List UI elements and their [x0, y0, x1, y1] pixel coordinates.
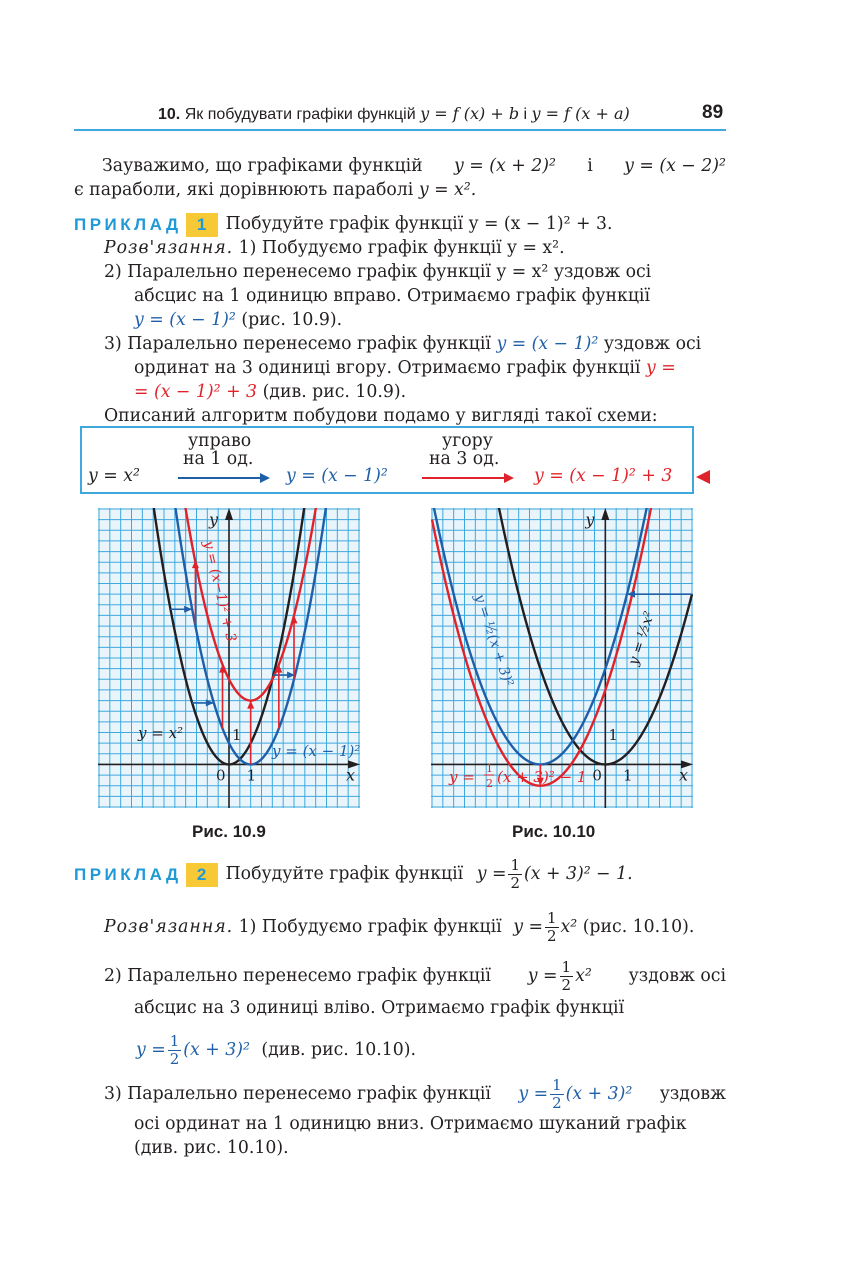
- ex2-step-3-line-3: (див. рис. 10.10).: [134, 1138, 289, 1158]
- section-number: 10.: [158, 106, 181, 123]
- ex2-step-1-formula-b: x²: [560, 917, 578, 937]
- origin-label: 0: [216, 766, 226, 785]
- ex2-step-3-tail: уздовж: [659, 1083, 726, 1104]
- frac-num: 1: [546, 909, 557, 927]
- label-red-curve: y = (x−1)² + 3: [200, 539, 239, 644]
- scheme-shift-2-top: угору: [442, 431, 493, 451]
- scheme-arrow-2: [422, 472, 514, 484]
- algorithm-text: Описаний алгоритм побудови подамо у вигляді такої схеми:: [104, 406, 658, 426]
- ex2-step-2-formula-2a: y =: [136, 1040, 166, 1060]
- solution-line-1: [104, 237, 565, 261]
- intro-text-1: Зауважимо, що графіками функцій: [102, 156, 423, 176]
- intro-line-1: [102, 155, 726, 179]
- tick-label-x: 1: [623, 766, 633, 785]
- ex2-step-3-line-1: [104, 1077, 726, 1112]
- frac-den: 2: [561, 976, 572, 994]
- ex2-step-2-line-2: абсцис на 3 одиниці вліво. Отримаємо графік функції: [134, 998, 625, 1018]
- pointer-triangle-icon: [696, 470, 712, 484]
- step-3-line-1: [104, 333, 701, 357]
- figure-10-9: [98, 508, 360, 808]
- label-blue-curve: y = ½(x + 3)²: [471, 592, 517, 689]
- label-blue-curve: y = (x − 1)²: [272, 742, 360, 760]
- step-3-tail: уздовж осі: [603, 334, 702, 354]
- step-3-line-3: [134, 381, 406, 405]
- ex2-step-2-line-3: [136, 1033, 416, 1068]
- ex2-step-2-formula-a: y =: [527, 966, 558, 986]
- step-3-text: 3) Паралельно перенесемо графік функції: [104, 334, 491, 354]
- scheme-arrow-1: [178, 472, 270, 484]
- ex2-step-2-line-1: [104, 959, 726, 994]
- step-2-line-3: [134, 309, 342, 333]
- step-2-line-1: 2) Паралельно перенесемо графік функції y = x² уздовж осі: [104, 262, 652, 282]
- step-3-line-2: [134, 357, 676, 381]
- ex2-step-2-text: 2) Паралельно перенесемо графік функції: [104, 965, 491, 986]
- tick-label-x: 1: [246, 766, 257, 785]
- ex2-step-3-text: 3) Паралельно перенесемо графік функції: [104, 1083, 491, 1104]
- example-1-heading: [74, 213, 613, 237]
- ex2-step-1-formula-a: y =: [513, 917, 543, 937]
- x-axis-label: x: [679, 765, 689, 785]
- example-2-task: [226, 857, 633, 892]
- ex2-step-2-tail: уздовж осі: [628, 965, 726, 986]
- intro-conj: і: [587, 156, 593, 176]
- example-2-label: ПРИКЛАД: [74, 864, 182, 884]
- scheme-shift-1-top: управо: [188, 431, 252, 451]
- label-black-curve: y = x²: [138, 724, 184, 742]
- example-2-task-formula-b: (x + 3)² − 1.: [524, 864, 633, 884]
- frac-den: 2: [552, 1094, 562, 1112]
- intro-formula-3: y = x².: [418, 180, 477, 200]
- ex2-step-2-ref: (див. рис. 10.10).: [261, 1040, 416, 1060]
- ex2-step-3-formula-a: y =: [518, 1084, 549, 1104]
- tick-label-y: 1: [608, 726, 618, 745]
- header-formula-2: y = f (x + a): [531, 104, 630, 123]
- scheme-end: y = (x − 1)² + 3: [534, 466, 673, 486]
- ex2-step-1-ref: (рис. 10.10).: [582, 917, 695, 937]
- step-3-formula-2a: y =: [645, 358, 676, 378]
- scheme-mid: y = (x − 1)²: [286, 466, 388, 486]
- frac-num: 1: [552, 1076, 562, 1094]
- example-1-task: Побудуйте графік функції y = (x − 1)² + 3.: [225, 214, 613, 235]
- example-number-badge: 1: [186, 213, 218, 237]
- intro-text-2: є параболи, які дорівнюють параболі: [74, 180, 414, 200]
- figure-10-10-caption: Рис. 10.10: [512, 822, 596, 841]
- figure-10-9-caption: Рис. 10.9: [192, 822, 266, 841]
- label-red-curve-b: (x + 3)² − 1: [497, 768, 587, 786]
- frac-den: 2: [510, 874, 521, 892]
- header-conj: і: [523, 106, 528, 123]
- label-red-half-den: 2: [486, 777, 493, 790]
- section-title: Як побудувати графіки функцій: [184, 106, 416, 123]
- frac-den: 2: [546, 927, 557, 945]
- frac-num: 1: [169, 1032, 180, 1050]
- example-label: ПРИКЛАД: [74, 215, 182, 234]
- example-2-task-formula-a: y =: [476, 864, 507, 884]
- ex2-solution-word: Розв'язання.: [104, 917, 234, 937]
- ex2-step-3-formula-b: (x + 3)²: [565, 1084, 633, 1104]
- scheme-shift-1-bottom: на 1 од.: [183, 449, 254, 469]
- intro-formula-2: y = (x − 2)²: [624, 156, 726, 176]
- example-2-task-text: Побудуйте графік функції: [225, 864, 464, 884]
- running-header: [158, 104, 630, 124]
- step-2-formula: y = (x − 1)²: [134, 310, 236, 330]
- header-rule: [74, 129, 726, 131]
- step-3-text-2: ординат на 3 одиниці вгору. Отримаємо графік функції: [134, 358, 641, 378]
- intro-line-2: [74, 179, 476, 203]
- frac-den: 2: [169, 1050, 180, 1068]
- step-3-ref: (див. рис. 10.9).: [262, 382, 407, 402]
- frac-num: 1: [561, 958, 572, 976]
- ex2-step-3-line-2: осі ординат на 1 одиницю вниз. Отримаємо шуканий графік: [134, 1114, 687, 1134]
- label-red-curve-a: y =: [449, 768, 475, 786]
- scheme-shift-2-bottom: на 3 од.: [429, 449, 500, 469]
- scheme-start: y = x²: [88, 466, 140, 486]
- example-2-number-badge: 2: [186, 863, 218, 887]
- step-3-formula: y = (x − 1)²: [496, 334, 599, 354]
- example-2-heading: [74, 857, 633, 892]
- label-black-curve: y = ½x²: [625, 609, 658, 668]
- y-axis-label: y: [585, 510, 595, 529]
- scheme-box: [80, 426, 694, 494]
- step-1: 1) Побудуємо графік функції y = x².: [238, 238, 565, 258]
- ex2-step-2-formula-2b: (x + 3)²: [183, 1040, 250, 1060]
- page-number: 89: [702, 102, 724, 123]
- step-2-line-2: абсцис на 1 одиницю вправо. Отримаємо графік функції: [134, 286, 650, 306]
- step-2-ref: (рис. 10.9).: [241, 310, 343, 330]
- ex2-solution-line: [104, 910, 694, 945]
- y-axis-label: y: [209, 510, 219, 529]
- frac-num: 1: [510, 856, 521, 874]
- tick-label-y: 1: [232, 726, 242, 745]
- solution-word: Розв'язання.: [104, 238, 234, 258]
- header-formula-1: y = f (x) + b: [420, 104, 520, 123]
- origin-label: 0: [592, 766, 602, 785]
- ex2-step-1-text: 1) Побудуємо графік функції: [238, 917, 502, 937]
- ex2-step-2-formula-b: x²: [575, 966, 592, 986]
- label-red-half-num: 1: [486, 762, 493, 775]
- step-3-formula-2b: = (x − 1)² + 3: [134, 382, 258, 402]
- intro-formula-1: y = (x + 2)²: [454, 156, 556, 176]
- figure-10-10: [431, 508, 693, 808]
- x-axis-label: x: [346, 765, 356, 785]
